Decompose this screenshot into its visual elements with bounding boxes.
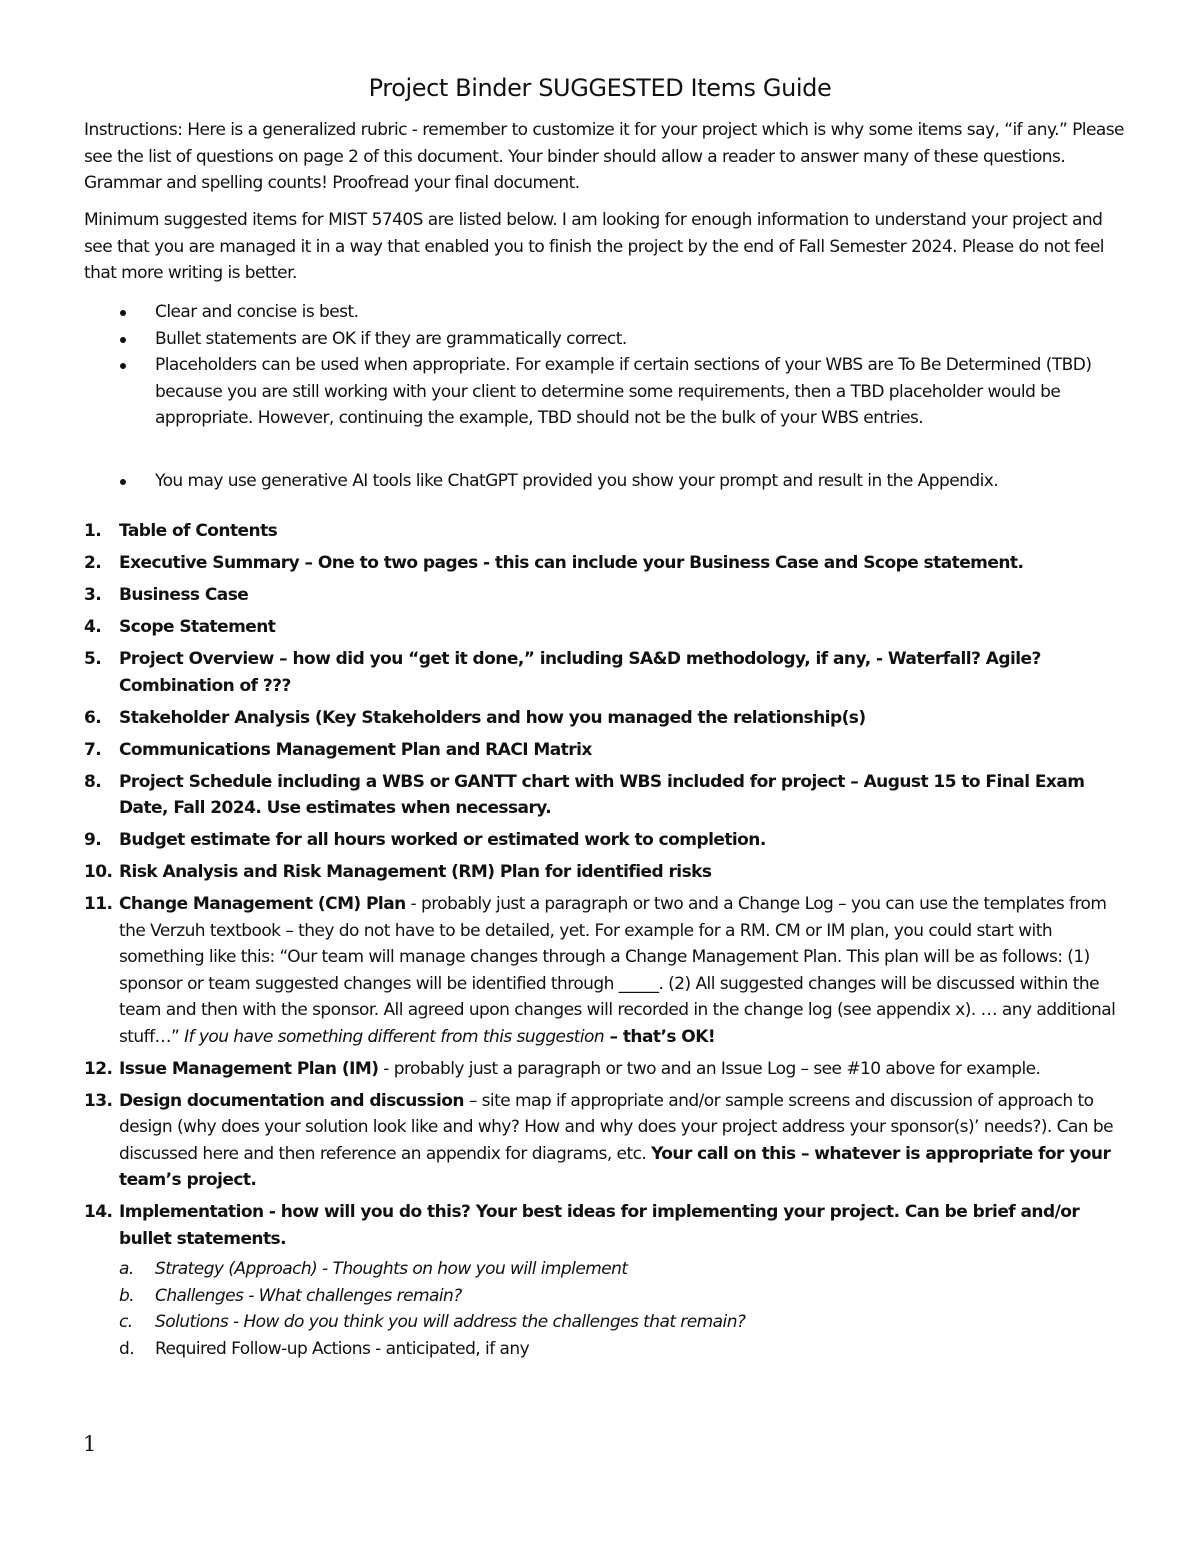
- item-heading: Budget estimate for all hours worked or estimated work to completion.: [119, 830, 766, 850]
- list-item: [84, 859, 1129, 886]
- item-number: 5.: [84, 649, 102, 669]
- item-heading: Business Case: [119, 585, 249, 605]
- implementation-sublist: [119, 1256, 1129, 1362]
- guideline-bullets-ai: [118, 468, 1108, 495]
- list-item: [84, 737, 1129, 764]
- list-item: [84, 769, 1129, 822]
- item-heading: Communications Management Plan and RACI Matrix: [119, 739, 592, 760]
- item-number: 10.: [84, 862, 113, 882]
- item-number: 11.: [84, 894, 113, 914]
- list-item: [84, 1056, 1129, 1083]
- list-item: [84, 518, 1129, 545]
- list-item: [84, 705, 1129, 732]
- item-heading: Executive Summary – One to two pages - this can include your Business Case and Scope statement.: [119, 553, 1024, 573]
- bullet-item: You may use generative AI tools like ChatGPT provided you show your prompt and result in the Appendix.: [118, 468, 1108, 495]
- sub-item-text: Required Follow-up Actions - anticipated, if any: [155, 1338, 530, 1359]
- binder-items-list: [84, 518, 1129, 1368]
- item-number: 9.: [84, 830, 102, 850]
- sub-item-letter: b.: [119, 1285, 135, 1306]
- sub-item-letter: a.: [119, 1259, 134, 1279]
- item-description: - probably just a paragraph or two and a Change Log – you can use the templates from the Verzuh textbook – they do not have to be detailed, yet. For example for a RM. CM or IM plan, you could start with something like this: “Our team will manage changes through a Change Management Plan. This plan will be as follows: (1) sponsor or team suggested changes will be identified through _____. (2) All suggested changes will be discussed within the team and then with the sponsor. All agreed upon changes will recorded in the change log (see appendix x). … any additional stuff…”: [119, 894, 1116, 1047]
- list-item: [84, 582, 1129, 609]
- sub-item-letter: d.: [119, 1338, 135, 1359]
- item-description: – site map if appropriate and/or sample screens and discussion of approach to design (why does your solution look like and why? How and why does your project address your sponsor(s)’ needs?). Can be discussed here and then reference an appendix for diagrams, etc.: [119, 1090, 1114, 1164]
- page-number: 1: [83, 1432, 97, 1456]
- list-item: [84, 827, 1129, 854]
- item-number: 12.: [84, 1058, 113, 1079]
- list-item: [84, 550, 1129, 577]
- minimum-items-paragraph: Minimum suggested items for MIST 5740S are listed below. I am looking for enough information to understand your project and see that you are managed it in a way that enabled you to finish the project by the end of Fall Semester 2024. Please do not feel that more writing is better.: [84, 210, 1104, 283]
- item-number: 3.: [84, 585, 102, 605]
- sub-item: [119, 1283, 1129, 1310]
- item-bold-tail: – that’s OK!: [604, 1026, 716, 1047]
- item-number: 4.: [84, 617, 102, 637]
- bullet-item: Bullet statements are OK if they are grammatically correct.: [118, 326, 1108, 353]
- item-number: 2.: [84, 553, 102, 573]
- item-italic-note: If you have something different from this suggestion: [184, 1026, 605, 1047]
- item-heading: Project Overview – how did you “get it done,” including SA&D methodology, if any, - Waterfall? Agile? Combination of ???: [119, 649, 1041, 696]
- item-heading: Change Management (CM) Plan: [119, 894, 406, 914]
- bullet-item: Placeholders can be used when appropriate. For example if certain sections of your WBS are To Be Determined (TBD) because you are still working with your client to determine some requirements, then a TBD placeholder would be appropriate. However, continuing the example, TBD should not be the bulk of your WBS entries.: [118, 352, 1108, 432]
- item-number: 7.: [84, 739, 102, 760]
- item-heading: Implementation - how will you do this? Your best ideas for implementing your project. Can be brief and/or bullet statements.: [119, 1202, 1080, 1249]
- document-title: Project Binder SUGGESTED Items Guide: [368, 74, 832, 102]
- list-item: [84, 1088, 1129, 1194]
- sub-item: [119, 1336, 1129, 1363]
- sub-item-letter: c.: [119, 1312, 133, 1332]
- item-number: 13.: [84, 1090, 113, 1111]
- sub-item: [119, 1309, 1129, 1336]
- item-heading: Issue Management Plan (IM): [119, 1058, 379, 1079]
- item-heading: Scope Statement: [119, 617, 276, 637]
- list-item: [84, 646, 1129, 699]
- item-description: - probably just a paragraph or two and an Issue Log – see #10 above for example.: [378, 1058, 1041, 1079]
- sub-item-text: Solutions - How do you think you will address the challenges that remain?: [155, 1312, 746, 1332]
- sub-item: [119, 1256, 1129, 1283]
- item-number: 8.: [84, 771, 102, 792]
- item-heading: Stakeholder Analysis (Key Stakeholders and how you managed the relationship(s): [119, 707, 866, 728]
- sub-item-text: Strategy (Approach) - Thoughts on how you will implement: [155, 1259, 628, 1279]
- instructions-paragraph: Instructions: Here is a generalized rubric - remember to customize it for your project which is why some items say, “if any.” Please see the list of questions on page 2 of this document. Your binder should allow a reader to answer many of these questions. Grammar and spelling counts! Proofread your final document.: [84, 120, 1124, 193]
- sub-item-text: Challenges - What challenges remain?: [155, 1285, 462, 1306]
- list-item: [84, 891, 1129, 1050]
- guideline-bullets: [118, 299, 1108, 432]
- item-heading: Table of Contents: [119, 521, 278, 541]
- item-number: 1.: [84, 521, 102, 541]
- list-item: [84, 1199, 1129, 1362]
- item-number: 14.: [84, 1202, 113, 1222]
- item-bold-tail: Your call on this – whatever is appropriate for your team’s project.: [119, 1143, 1111, 1190]
- item-number: 6.: [84, 707, 102, 728]
- item-heading: Project Schedule including a WBS or GANTT chart with WBS included for project – August 15 to Final Exam Date, Fall 2024. Use estimates when necessary.: [119, 771, 1085, 818]
- list-item: [84, 614, 1129, 641]
- bullet-item: Clear and concise is best.: [118, 299, 1108, 326]
- item-heading: Risk Analysis and Risk Management (RM) Plan for identified risks: [119, 862, 712, 882]
- item-heading: Design documentation and discussion: [119, 1090, 464, 1111]
